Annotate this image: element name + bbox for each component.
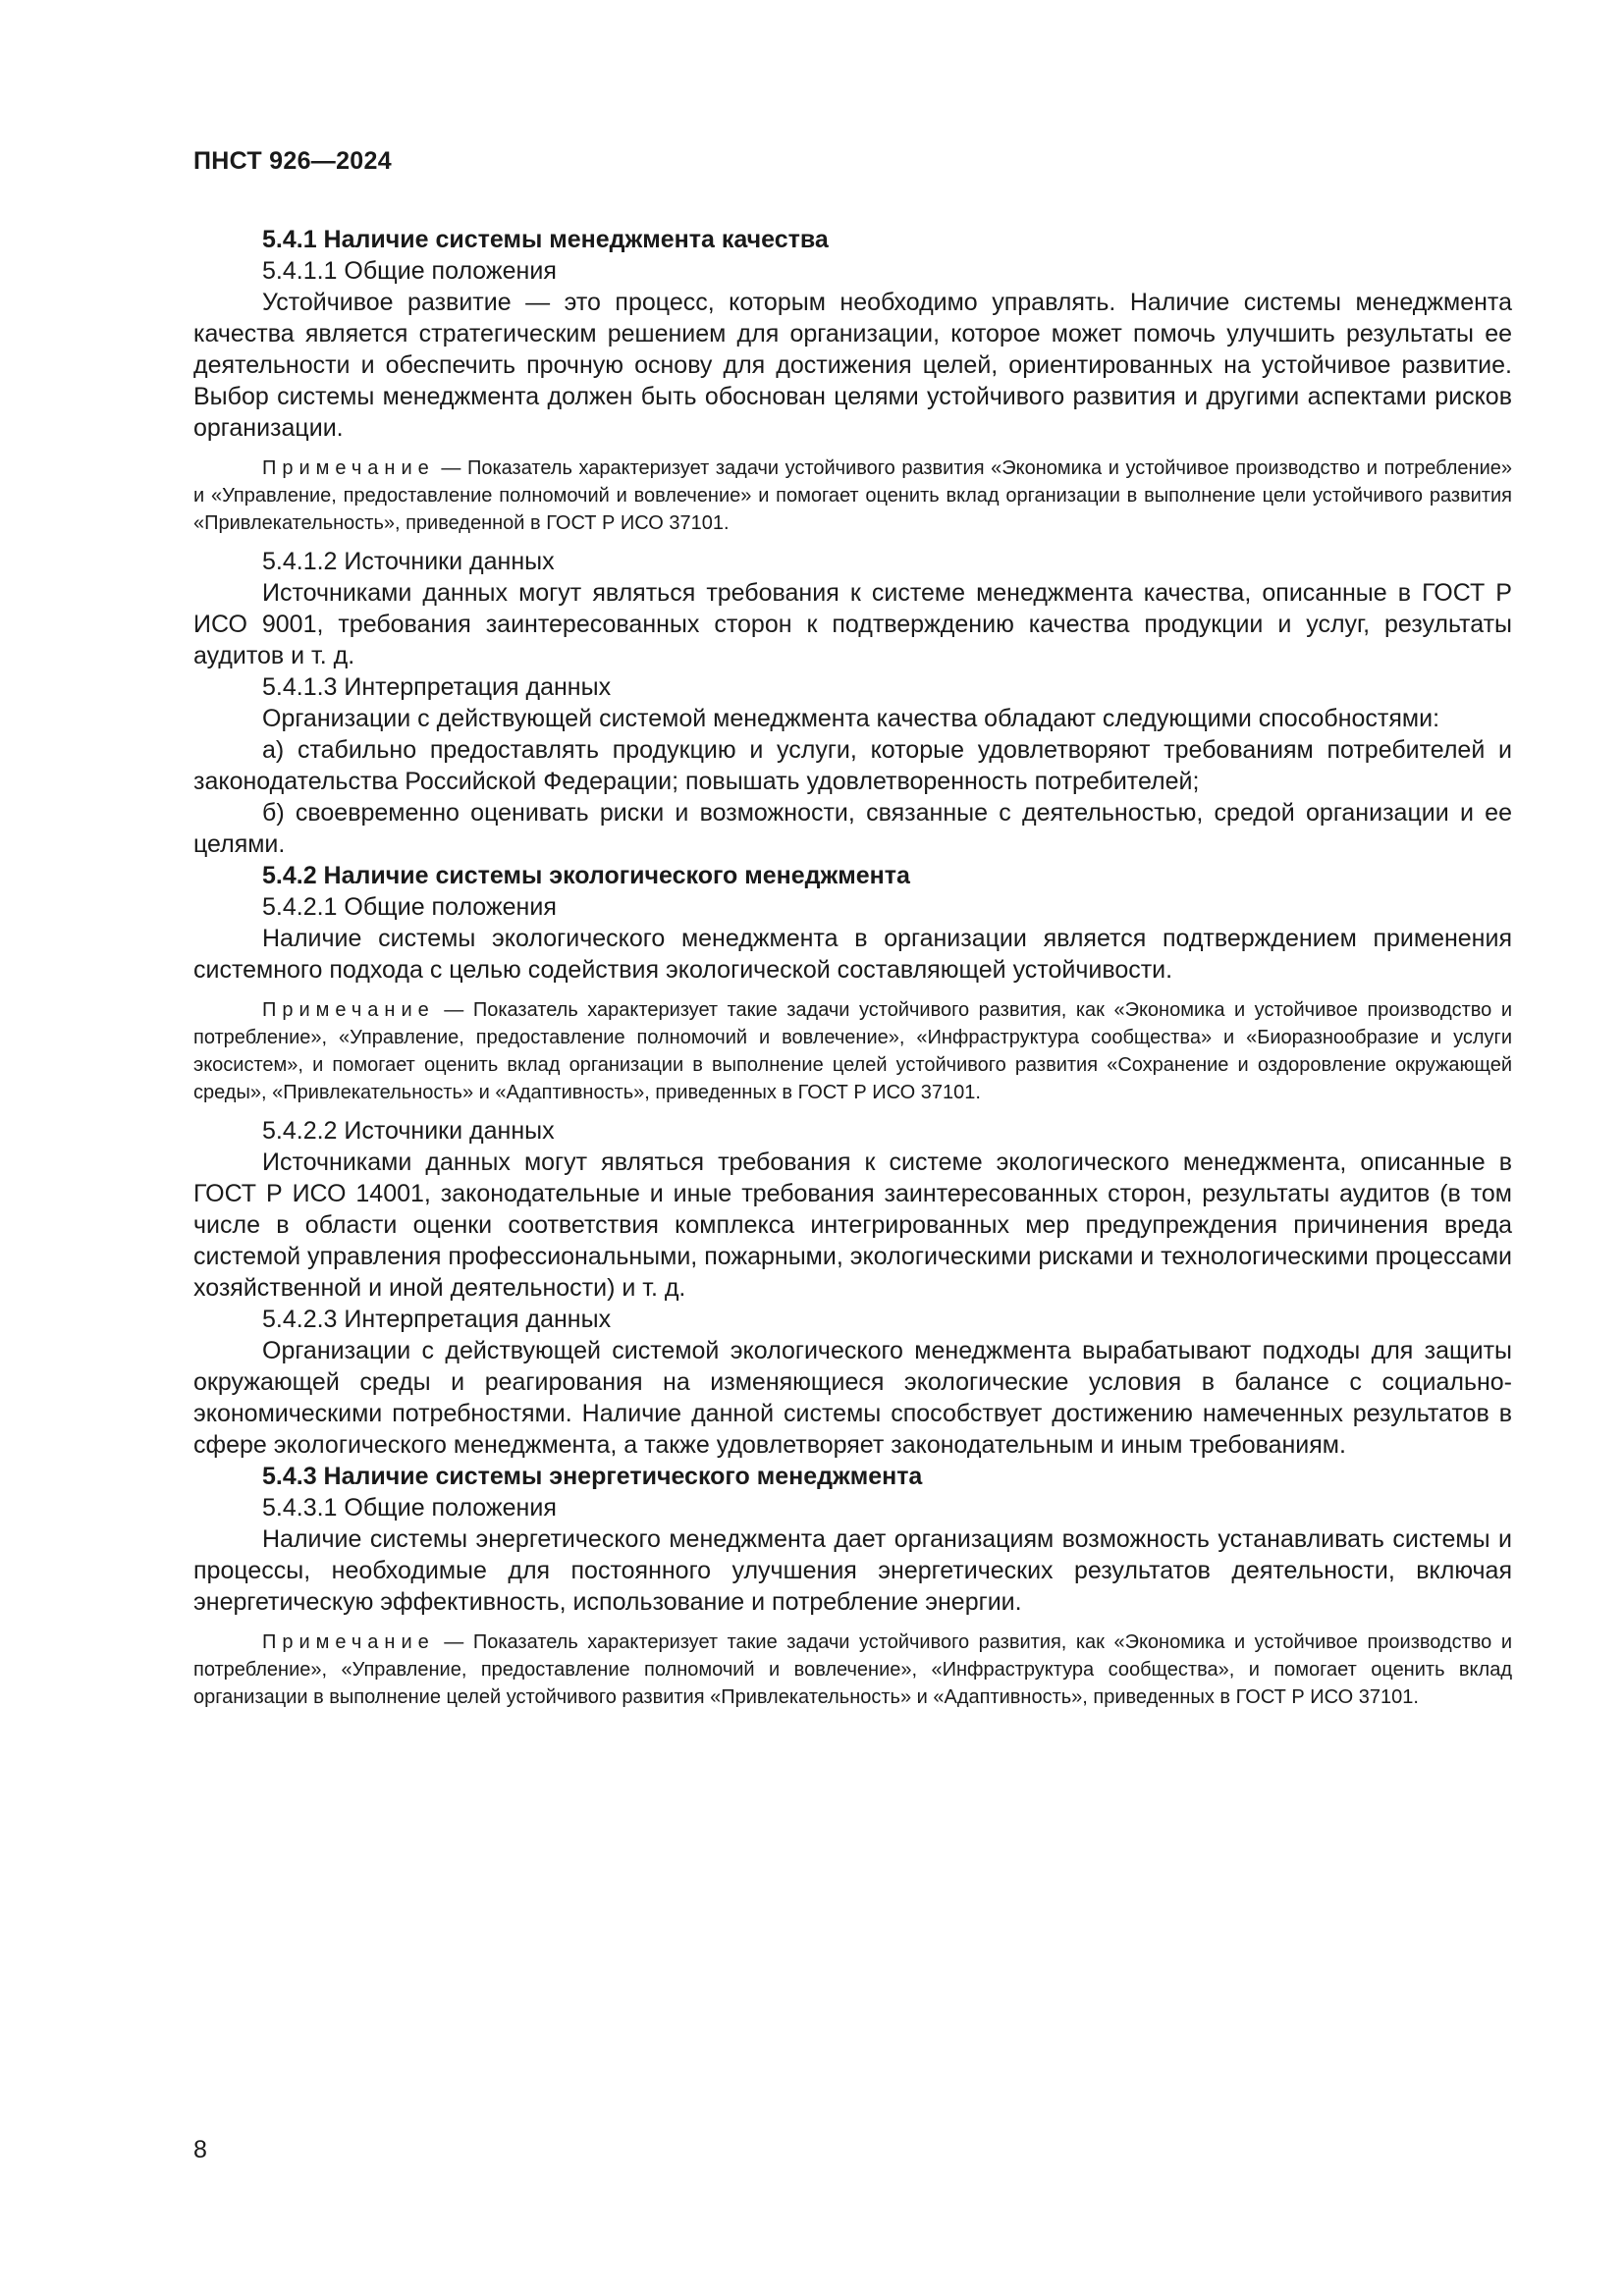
note-2: [193, 996, 1512, 1106]
paragraph-5-4-1-2: Источниками данных могут являться требования к системе менеджмента качества, описанные в ГОСТ Р ИСО 9001, требования заинтересованных сторон к подтверждению качества продукции и услуг, результаты аудитов и т. д.: [193, 579, 1512, 669]
note-label: Примечание: [262, 999, 435, 1021]
note-1: [193, 454, 1512, 537]
paragraph-5-4-3-1: Наличие системы энергетического менеджмента дает организациям возможность устанавливать системы и процессы, необходимые для постоянного улучшения энергетических результатов деятельности, включая энергетическую эффективность, использование и потребление энергии.: [193, 1525, 1512, 1616]
document-body: [193, 224, 1512, 1720]
note-2-text: — Показатель характеризует такие задачи устойчивого развития, как «Экономика и устойчивое производство и потребление», «Управление, предоставление полномочий и вовлечение», «Инфраструктура сообщества» и «Биоразнообразие и услуги экосистем», и помогает оценить вклад организации в выполнение целей устойчивого развития «Сохранение и оздоровление окружающей среды», «Привлекательность» и «Адаптивность», приведенных в ГОСТ Р ИСО 37101.: [193, 999, 1512, 1103]
paragraph-5-4-1-3: Организации с действующей системой менеджмента качества обладают следующими способностями:: [262, 705, 1440, 732]
subsection-5-4-3-1-heading: 5.4.3.1 Общие положения: [262, 1494, 557, 1522]
paragraph-5-4-2-3: Организации с действующей системой экологического менеджмента вырабатывают подходы для защиты окружающей среды и реагирования на изменяющиеся экологические условия в балансе с социально-экономическими потребностями. Наличие данной системы способствует достижению намеченных результатов в сфере экологического менеджмента, а также удовлетворяет законодательным и иным требованиям.: [193, 1337, 1512, 1459]
subsection-5-4-1-2-heading: 5.4.1.2 Источники данных: [262, 548, 555, 575]
note-label: Примечание: [262, 1631, 435, 1653]
section-5-4-2-heading: 5.4.2 Наличие системы экологического менеджмента: [262, 862, 910, 889]
section-5-4-1-heading: 5.4.1 Наличие системы менеджмента качества: [262, 226, 829, 253]
subsection-5-4-1-3-heading: 5.4.1.3 Интерпретация данных: [262, 673, 612, 701]
subsection-5-4-2-2-heading: 5.4.2.2 Источники данных: [262, 1117, 555, 1145]
section-5-4-3-heading: 5.4.3 Наличие системы энергетического менеджмента: [262, 1463, 923, 1490]
paragraph-5-4-2-1: Наличие системы экологического менеджмента в организации является подтверждением применения системного подхода с целью содействия экологической составляющей устойчивости.: [193, 925, 1512, 984]
note-1-text: — Показатель характеризует задачи устойчивого развития «Экономика и устойчивое производство и потребление» и «Управление, предоставление полномочий и вовлечение» и помогает оценить вклад организации в выполнение цели устойчивого развития «Привлекательность», приведенной в ГОСТ Р ИСО 37101.: [193, 457, 1512, 534]
paragraph-5-4-2-2: Источниками данных могут являться требования к системе экологического менеджмента, описанные в ГОСТ Р ИСО 14001, законодательные и иные требования заинтересованных сторон, результаты аудитов (в том числе в области оценки соответствия комплекса интегрированных мер предупреждения причинения вреда системой управления профессиональными, пожарными, экологическими рисками и технологическими процессами хозяйственной и иной деятельности) и т. д.: [193, 1148, 1512, 1302]
document-id: ПНСТ 926—2024: [193, 147, 392, 175]
page-number: 8: [193, 2136, 207, 2163]
paragraph-5-4-1-1: Устойчивое развитие — это процесс, которым необходимо управлять. Наличие системы менеджмента качества является стратегическим решением для организации, которое может помочь улучшить результаты ее деятельности и обеспечить прочную основу для достижения целей, ориентированных на устойчивое развитие. Выбор системы менеджмента должен быть обоснован целями устойчивого развития и другими аспектами рисков организации.: [193, 289, 1512, 442]
list-item-b: б) своевременно оценивать риски и возможности, связанные с деятельностью, средой организации и ее целями.: [193, 799, 1512, 858]
list-item-a: а) стабильно предоставлять продукцию и услуги, которые удовлетворяют требованиям потребителей и законодательства Российской Федерации; повышать удовлетворенность потребителей;: [193, 736, 1512, 795]
subsection-5-4-2-1-heading: 5.4.2.1 Общие положения: [262, 893, 557, 921]
note-label: Примечание: [262, 457, 435, 479]
subsection-5-4-2-3-heading: 5.4.2.3 Интерпретация данных: [262, 1306, 612, 1333]
note-3: [193, 1629, 1512, 1711]
subsection-5-4-1-1-heading: 5.4.1.1 Общие положения: [262, 257, 557, 285]
note-3-text: — Показатель характеризует такие задачи устойчивого развития, как «Экономика и устойчивое производство и потребление», «Управление, предоставление полномочий и вовлечение», «Инфраструктура сообщества», и помогает оценить вклад организации в выполнение целей устойчивого развития «Привлекательность» и «Адаптивность», приведенных в ГОСТ Р ИСО 37101.: [193, 1631, 1512, 1708]
